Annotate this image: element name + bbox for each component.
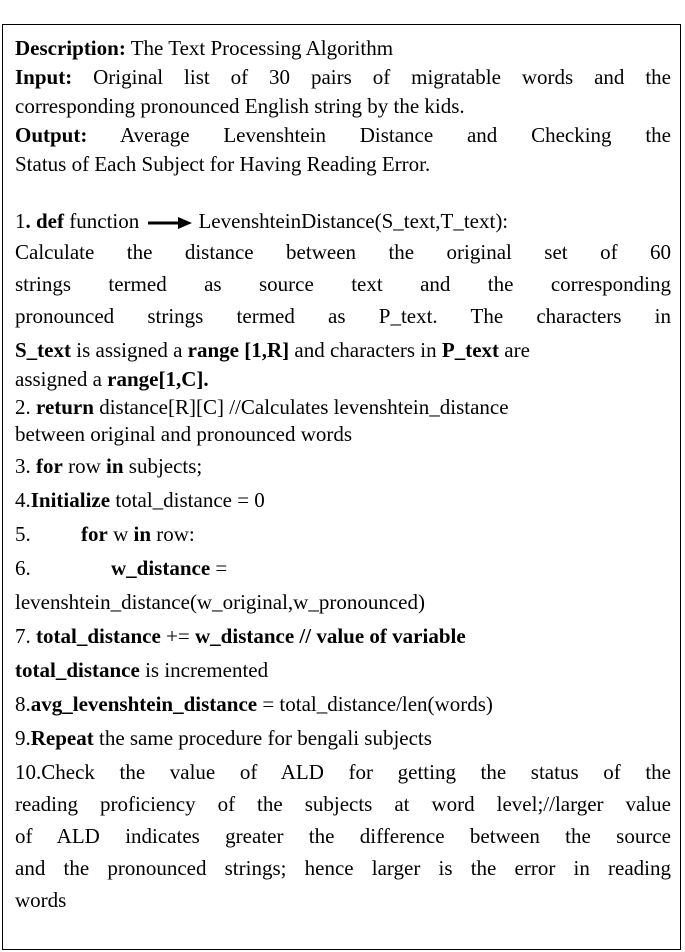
description-text: The Text Processing Algorithm	[125, 36, 394, 60]
input-line-2	[15, 92, 671, 121]
step-2-number: 2.	[15, 395, 36, 419]
step-9-text: the same procedure for bengali subjects	[93, 726, 432, 750]
output-text-2: Status of Each Subject for Having Reading Error.	[15, 152, 431, 176]
step-1-line	[15, 207, 671, 236]
step-2-text-2: between original and pronounced words	[15, 422, 353, 446]
step-2-text: distance[R][C] //Calculates levenshtein_distance	[93, 395, 509, 419]
step-1-desc-t4: assigned a	[15, 367, 108, 391]
step-1-desc-t3: are	[499, 338, 530, 362]
input-text-2: corresponding pronounced English string by the kids.	[15, 94, 465, 118]
output-label: Output:	[15, 123, 88, 147]
step-8-text: = total_distance/len(words)	[257, 692, 493, 716]
step-3-line	[15, 452, 671, 481]
step-4-text: total_distance = 0	[110, 488, 265, 512]
input-line-1	[15, 63, 671, 92]
step-3-keyword-in: in	[106, 454, 124, 478]
step-2-line	[15, 393, 671, 422]
step-7-bold-2: w_distance // value of variable	[195, 624, 466, 648]
step-3-keyword-for: for	[36, 454, 63, 478]
step-7-line	[15, 622, 671, 651]
step-3-text: subjects;	[123, 454, 203, 478]
spacer	[15, 179, 671, 205]
step-9-line	[15, 724, 671, 753]
step-1-desc-5	[15, 365, 671, 394]
description-label: Description:	[15, 36, 126, 60]
step-1-desc-1	[15, 238, 671, 267]
step-6-number: 6.	[15, 556, 31, 580]
step-7-text-2: is incremented	[139, 658, 269, 682]
step-4-line	[15, 486, 671, 515]
step-2-line-2	[15, 420, 671, 449]
range-r-bold: range [1,R]	[187, 338, 290, 362]
step-1-desc-2	[15, 270, 671, 299]
algorithm-content	[15, 34, 671, 915]
p-text-bold: P_text	[441, 338, 500, 362]
step-6-keyword: w_distance	[111, 556, 211, 580]
step-10-text-3: of ALD indicates greater the difference between the source	[15, 824, 671, 848]
step-7-number: 7.	[15, 624, 36, 648]
step-5-text: row:	[151, 522, 195, 546]
output-text-1: Average Levenshtein Distance and Checking the	[87, 123, 671, 147]
step-1-desc-3	[15, 302, 671, 331]
step-1-desc-4	[15, 336, 671, 365]
step-7-bold-3: total_distance	[15, 658, 140, 682]
step-1-desc-t2: and characters in	[289, 338, 442, 362]
step-6-line	[15, 554, 671, 583]
step-1-desc-text-1: Calculate the distance between the original set of 60	[15, 240, 671, 264]
step-10-line-2	[15, 790, 671, 819]
range-c-bold: range[1,C].	[107, 367, 209, 391]
s-text-bold: S_text	[15, 338, 71, 362]
step-7-line-2	[15, 656, 671, 685]
step-7-op: +=	[160, 624, 196, 648]
step-7-bold-1: total_distance	[36, 624, 161, 648]
step-5-keyword-for: for	[81, 522, 108, 546]
step-3-mid: row	[62, 454, 106, 478]
step-5-number: 5.	[15, 522, 31, 546]
step-8-keyword: avg_levenshtein_distance	[30, 692, 258, 716]
step-1-post: LevenshteinDistance(S_text,T_text):	[198, 209, 509, 233]
step-9-keyword: Repeat	[30, 726, 94, 750]
step-10-text-5: words	[15, 888, 67, 912]
step-1-desc-t1: is assigned a	[71, 338, 188, 362]
step-1-desc-text-2: strings termed as source text and the corresponding	[15, 272, 671, 296]
step-6-text-2: levenshtein_distance(w_original,w_pronounced)	[15, 590, 425, 614]
step-4-keyword: Initialize	[30, 488, 111, 512]
step-1-number: 1	[15, 209, 26, 233]
step-10-text-1: 10.Check the value of ALD for getting the status of the	[15, 760, 671, 784]
step-2-keyword: return	[36, 395, 94, 419]
step-8-number: 8.	[15, 692, 31, 716]
step-5-keyword-in: in	[133, 522, 152, 546]
step-10-line-4	[15, 854, 671, 883]
step-8-line	[15, 690, 671, 719]
output-line-1	[15, 121, 671, 150]
step-6-line-2	[15, 588, 671, 617]
right-arrow-icon	[148, 216, 192, 230]
step-10-line-1	[15, 758, 671, 787]
step-6-text: =	[210, 556, 228, 580]
step-10-text-2: reading proficiency of the subjects at word level;//larger value	[15, 792, 671, 816]
step-10-text-4: and the pronounced strings; hence larger is the error in reading	[15, 856, 671, 880]
step-10-line-5	[15, 886, 671, 915]
step-9-number: 9.	[15, 726, 31, 750]
input-label: Input:	[15, 65, 73, 89]
input-text-1: Original list of 30 pairs of migratable words and the	[72, 65, 671, 89]
output-line-2	[15, 150, 671, 179]
step-1-pre: function	[64, 209, 145, 233]
description-line	[15, 34, 671, 63]
step-5-mid: w	[107, 522, 134, 546]
step-1-keyword: . def	[25, 209, 64, 233]
step-10-line-3	[15, 822, 671, 851]
step-4-number: 4.	[15, 488, 31, 512]
step-1-desc-text-3: pronounced strings termed as P_text. The characters in	[15, 304, 671, 328]
step-3-number: 3.	[15, 454, 36, 478]
step-5-line	[15, 520, 671, 549]
